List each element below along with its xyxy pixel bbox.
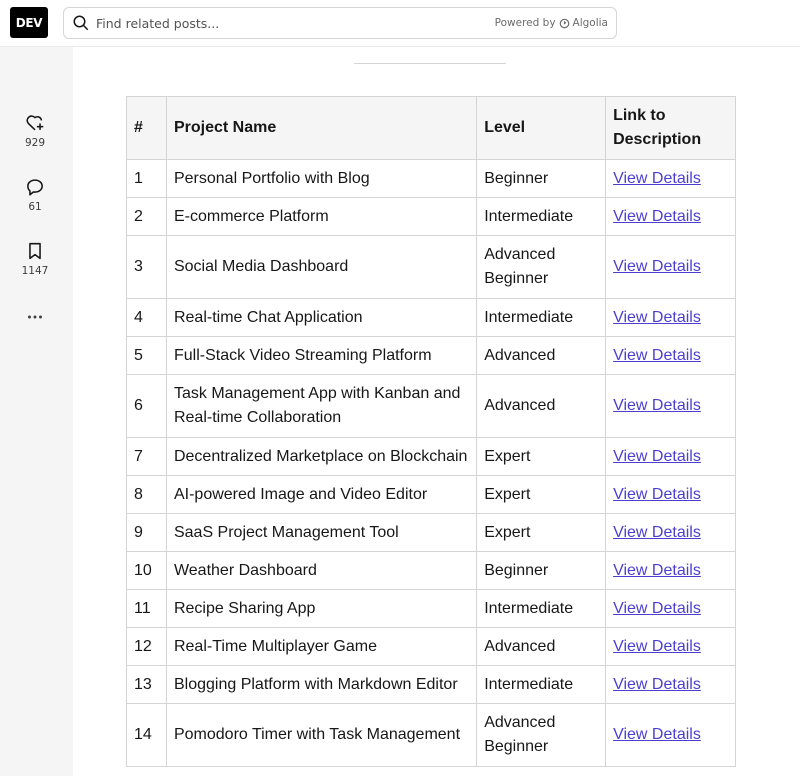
cell-level: Beginner [477, 160, 606, 198]
divider [354, 63, 506, 64]
cell-link [606, 590, 736, 628]
algolia-icon [559, 18, 570, 29]
cell-link [606, 552, 736, 590]
cell-link [606, 438, 736, 476]
comment-button[interactable] [0, 176, 70, 213]
cell-number: 7 [127, 438, 167, 476]
table-row [127, 438, 736, 476]
cell-project-name: Recipe Sharing App [166, 590, 476, 628]
bookmark-button[interactable] [0, 240, 70, 277]
logo-text: DEV [15, 15, 43, 30]
search-bar[interactable] [63, 7, 617, 39]
cell-project-name: Blogging Platform with Markdown Editor [166, 666, 476, 704]
cell-link [606, 337, 736, 375]
cell-number: 14 [127, 704, 167, 767]
table-row [127, 160, 736, 198]
cell-project-name: Social Media Dashboard [166, 236, 476, 299]
cell-project-name: Personal Portfolio with Blog [166, 160, 476, 198]
comment-count: 61 [28, 201, 42, 213]
cell-link [606, 628, 736, 666]
cell-number: 8 [127, 476, 167, 514]
table-row [127, 236, 736, 299]
algolia-label: Algolia [572, 17, 608, 29]
cell-number: 10 [127, 552, 167, 590]
table-row [127, 299, 736, 337]
table-row [127, 552, 736, 590]
comment-icon [24, 176, 46, 198]
bookmark-count: 1147 [21, 265, 49, 277]
view-details-link[interactable]: View Details [613, 726, 701, 743]
cell-project-name: E-commerce Platform [166, 198, 476, 236]
search-placeholder: Find related posts... [96, 16, 220, 31]
powered-by-label: Powered by [494, 17, 556, 29]
view-details-link[interactable]: View Details [613, 397, 701, 414]
cell-number: 9 [127, 514, 167, 552]
table-row [127, 514, 736, 552]
table-row [127, 198, 736, 236]
more-horizontal-icon [24, 306, 46, 328]
cell-link [606, 160, 736, 198]
cell-level: Expert [477, 514, 606, 552]
projects-table [126, 96, 736, 767]
view-details-link[interactable]: View Details [613, 485, 701, 503]
cell-level: Beginner [477, 552, 606, 590]
cell-level: Advanced [477, 628, 606, 666]
view-details-link[interactable]: View Details [613, 346, 701, 364]
dev-logo[interactable] [10, 7, 48, 38]
header-link: Link to Description [606, 97, 736, 160]
cell-level: Advanced [477, 337, 606, 375]
bookmark-icon [24, 240, 46, 262]
cell-project-name: AI-powered Image and Video Editor [166, 476, 476, 514]
cell-project-name: Real-Time Multiplayer Game [166, 628, 476, 666]
cell-level: Intermediate [477, 299, 606, 337]
cell-project-name: Full-Stack Video Streaming Platform [166, 337, 476, 375]
cell-number: 4 [127, 299, 167, 337]
table-row [127, 476, 736, 514]
header-level: Level [477, 97, 606, 160]
powered-by[interactable] [495, 17, 608, 29]
cell-project-name: Real-time Chat Application [166, 299, 476, 337]
cell-level: Intermediate [477, 198, 606, 236]
cell-number: 12 [127, 628, 167, 666]
header-project-name: Project Name [166, 97, 476, 160]
cell-number: 2 [127, 198, 167, 236]
view-details-link[interactable]: View Details [613, 675, 701, 693]
cell-level: Advanced Beginner [477, 704, 606, 767]
cell-level: Advanced Beginner [477, 236, 606, 299]
view-details-link[interactable]: View Details [613, 523, 701, 541]
table-row [127, 628, 736, 666]
view-details-link[interactable]: View Details [613, 637, 701, 655]
view-details-link[interactable]: View Details [613, 308, 701, 326]
cell-number: 1 [127, 160, 167, 198]
table-row [127, 590, 736, 628]
like-count: 929 [24, 137, 46, 149]
cell-number: 3 [127, 236, 167, 299]
cell-project-name: Decentralized Marketplace on Blockchain [166, 438, 476, 476]
cell-project-name: Task Management App with Kanban and Real-time Collaboration [166, 375, 476, 438]
table-row [127, 337, 736, 375]
cell-number: 13 [127, 666, 167, 704]
cell-level: Intermediate [477, 590, 606, 628]
cell-link [606, 704, 736, 767]
cell-number: 5 [127, 337, 167, 375]
cell-link [606, 514, 736, 552]
like-button[interactable] [0, 112, 70, 149]
view-details-link[interactable]: View Details [613, 447, 701, 465]
cell-level: Expert [477, 476, 606, 514]
cell-project-name: Weather Dashboard [166, 552, 476, 590]
cell-number: 11 [127, 590, 167, 628]
cell-project-name: Pomodoro Timer with Task Management [166, 704, 476, 767]
view-details-link[interactable]: View Details [613, 599, 701, 617]
cell-link [606, 299, 736, 337]
heart-plus-icon [24, 112, 46, 134]
search-icon [72, 14, 90, 32]
cell-number: 6 [127, 375, 167, 438]
view-details-link[interactable]: View Details [613, 169, 701, 187]
cell-link [606, 375, 736, 438]
view-details-link[interactable]: View Details [613, 561, 701, 579]
view-details-link[interactable]: View Details [613, 258, 701, 275]
article-body [73, 47, 800, 776]
table-row [127, 666, 736, 704]
cell-level: Expert [477, 438, 606, 476]
more-options-button[interactable] [0, 306, 70, 328]
table-row [127, 375, 736, 438]
header-number: # [127, 97, 167, 160]
cell-link [606, 666, 736, 704]
cell-level: Intermediate [477, 666, 606, 704]
view-details-link[interactable]: View Details [613, 207, 701, 225]
table-row [127, 704, 736, 767]
cell-link [606, 198, 736, 236]
table-header-row [127, 97, 736, 160]
cell-link [606, 476, 736, 514]
cell-project-name: SaaS Project Management Tool [166, 514, 476, 552]
cell-level: Advanced [477, 375, 606, 438]
cell-link [606, 236, 736, 299]
top-header [0, 0, 800, 47]
